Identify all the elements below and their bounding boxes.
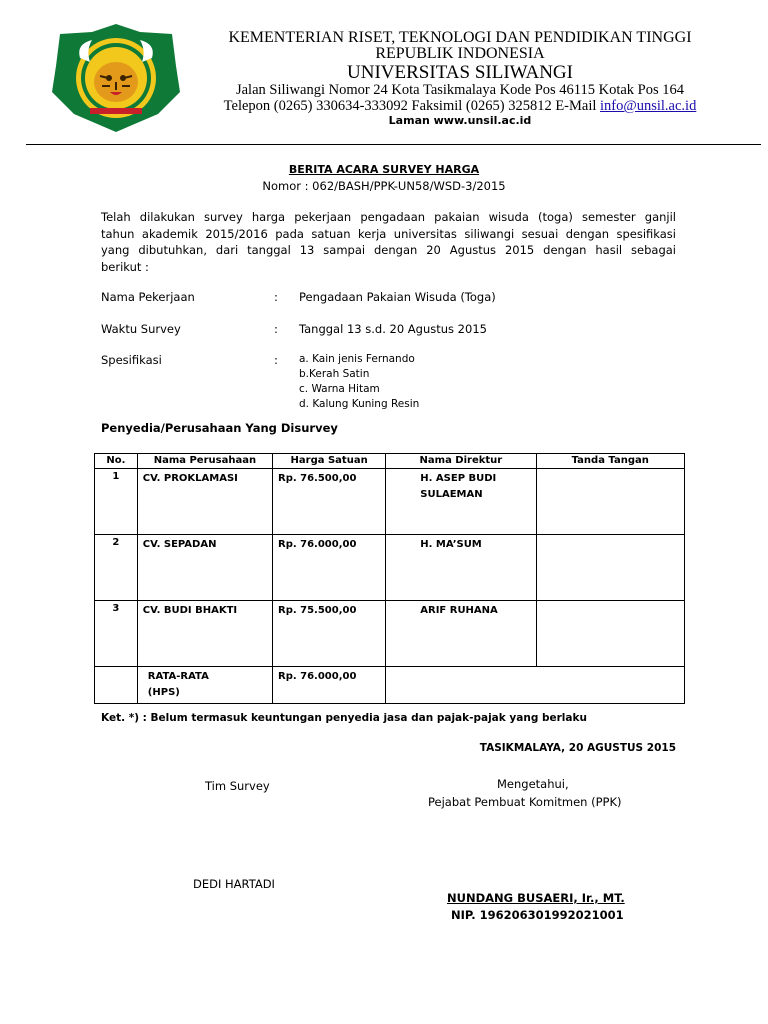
- row-signature: [536, 601, 685, 667]
- average-empty: [386, 667, 685, 704]
- address: Jalan Siliwangi Nomor 24 Kota Tasikmalaya Kode Pos 46115 Kotak Pos 164: [235, 82, 685, 98]
- col-company: Nama Perusahaan: [137, 454, 272, 469]
- acknowledge-label: Mengetahui,: [497, 777, 569, 791]
- spec-colon: :: [274, 353, 278, 367]
- row-director: H. MA’SUM: [386, 535, 536, 601]
- time-colon: :: [274, 322, 278, 336]
- intro-line: yang dibutuhkan, dari tanggal 13 sampai dengan 20 Agustus 2015 dengan hasil sebagai: [101, 243, 676, 258]
- average-value: Rp. 76.000,00: [273, 667, 386, 704]
- row-price: Rp. 76.000,00: [273, 535, 386, 601]
- spec-label: Spesifikasi: [101, 353, 162, 367]
- row-signature: [536, 535, 685, 601]
- country-name: REPUBLIK INDONESIA: [375, 45, 545, 62]
- row-price: Rp. 75.500,00: [273, 601, 386, 667]
- table-header-row: [95, 454, 685, 469]
- section-title: Penyedia/Perusahaan Yang Disurvey: [101, 421, 338, 435]
- job-label: Nama Pekerjaan: [101, 290, 195, 304]
- table-row: [95, 469, 685, 535]
- officer-nip: NIP. 196206301992021001: [451, 908, 624, 922]
- place-date: TASIKMALAYA, 20 AGUSTUS 2015: [479, 742, 676, 754]
- table-row: [95, 601, 685, 667]
- contact-line: [190, 98, 730, 115]
- document-number: Nomor : 062/BASH/PPK-UN58/WSD-3/2015: [262, 179, 506, 193]
- spec-item: b.Kerah Satin: [299, 368, 370, 380]
- col-price: Harga Satuan: [273, 454, 386, 469]
- table-row-average: [95, 667, 685, 704]
- phone-fax: Telepon (0265) 330634-333092 Faksimil (0265) 325812 E-Mail: [223, 98, 601, 114]
- document-title: BERITA ACARA SURVEY HARGA: [288, 163, 480, 176]
- director-line: SULAEMAN: [420, 489, 483, 500]
- spec-item: c. Warna Hitam: [299, 383, 380, 395]
- intro-line: tahun akademik 2015/2016 pada satuan kerja universitas siliwangi sesuai dengan spesifikasi: [101, 226, 676, 241]
- team-label: Tim Survey: [205, 779, 270, 793]
- average-label-line: RATA-RATA: [147, 671, 209, 682]
- row-director: [386, 469, 536, 535]
- intro-line: berikut :: [101, 259, 149, 274]
- team-member-name: DEDI HARTADI: [193, 877, 275, 891]
- average-label-line: (HPS): [147, 687, 180, 698]
- row-company: CV. SEPADAN: [137, 535, 272, 601]
- note: Ket. *) : Belum termasuk keuntungan penyedia jasa dan pajak-pajak yang berlaku: [101, 712, 587, 724]
- website: Laman www.unsil.ac.id: [388, 114, 532, 127]
- university-logo: [50, 22, 182, 134]
- row-company: CV. PROKLAMASI: [137, 469, 272, 535]
- spec-item: a. Kain jenis Fernando: [299, 353, 415, 365]
- spec-item: d. Kalung Kuning Resin: [299, 398, 420, 410]
- officer-name: NUNDANG BUSAERI, Ir., MT.: [447, 891, 625, 905]
- row-price: Rp. 76.500,00: [273, 469, 386, 535]
- table-row: [95, 535, 685, 601]
- survey-table: [94, 453, 685, 704]
- average-no: [95, 667, 138, 704]
- intro-line: Telah dilakukan survey harga pekerjaan pengadaan pakaian wisuda (toga) semester ganjil: [101, 210, 676, 224]
- director-line: H. ASEP BUDI: [420, 473, 497, 484]
- officer-title: Pejabat Pembuat Komitmen (PPK): [428, 795, 622, 809]
- row-director: ARIF RUHANA: [386, 601, 536, 667]
- intro-paragraph: [101, 209, 676, 275]
- average-label: [137, 667, 272, 704]
- job-value: Pengadaan Pakaian Wisuda (Toga): [299, 290, 496, 304]
- col-director: Nama Direktur: [386, 454, 536, 469]
- time-value: Tanggal 13 s.d. 20 Agustus 2015: [299, 322, 487, 336]
- header-divider: [26, 144, 761, 145]
- email-link[interactable]: info@unsil.ac.id: [600, 98, 697, 114]
- ministry-name: KEMENTERIAN RISET, TEKNOLOGI DAN PENDIDIKAN TINGGI: [228, 29, 692, 46]
- row-signature: [536, 469, 685, 535]
- university-name: UNIVERSITAS SILIWANGI: [347, 62, 573, 83]
- job-colon: :: [274, 290, 278, 304]
- row-company: CV. BUDI BHAKTI: [137, 601, 272, 667]
- time-label: Waktu Survey: [101, 322, 181, 336]
- col-no: No.: [95, 454, 138, 469]
- col-signature: Tanda Tangan: [536, 454, 685, 469]
- university-tiger-crest-icon: [50, 22, 182, 134]
- row-no: 3: [95, 601, 138, 667]
- row-no: 2: [95, 535, 138, 601]
- row-no: 1: [95, 469, 138, 535]
